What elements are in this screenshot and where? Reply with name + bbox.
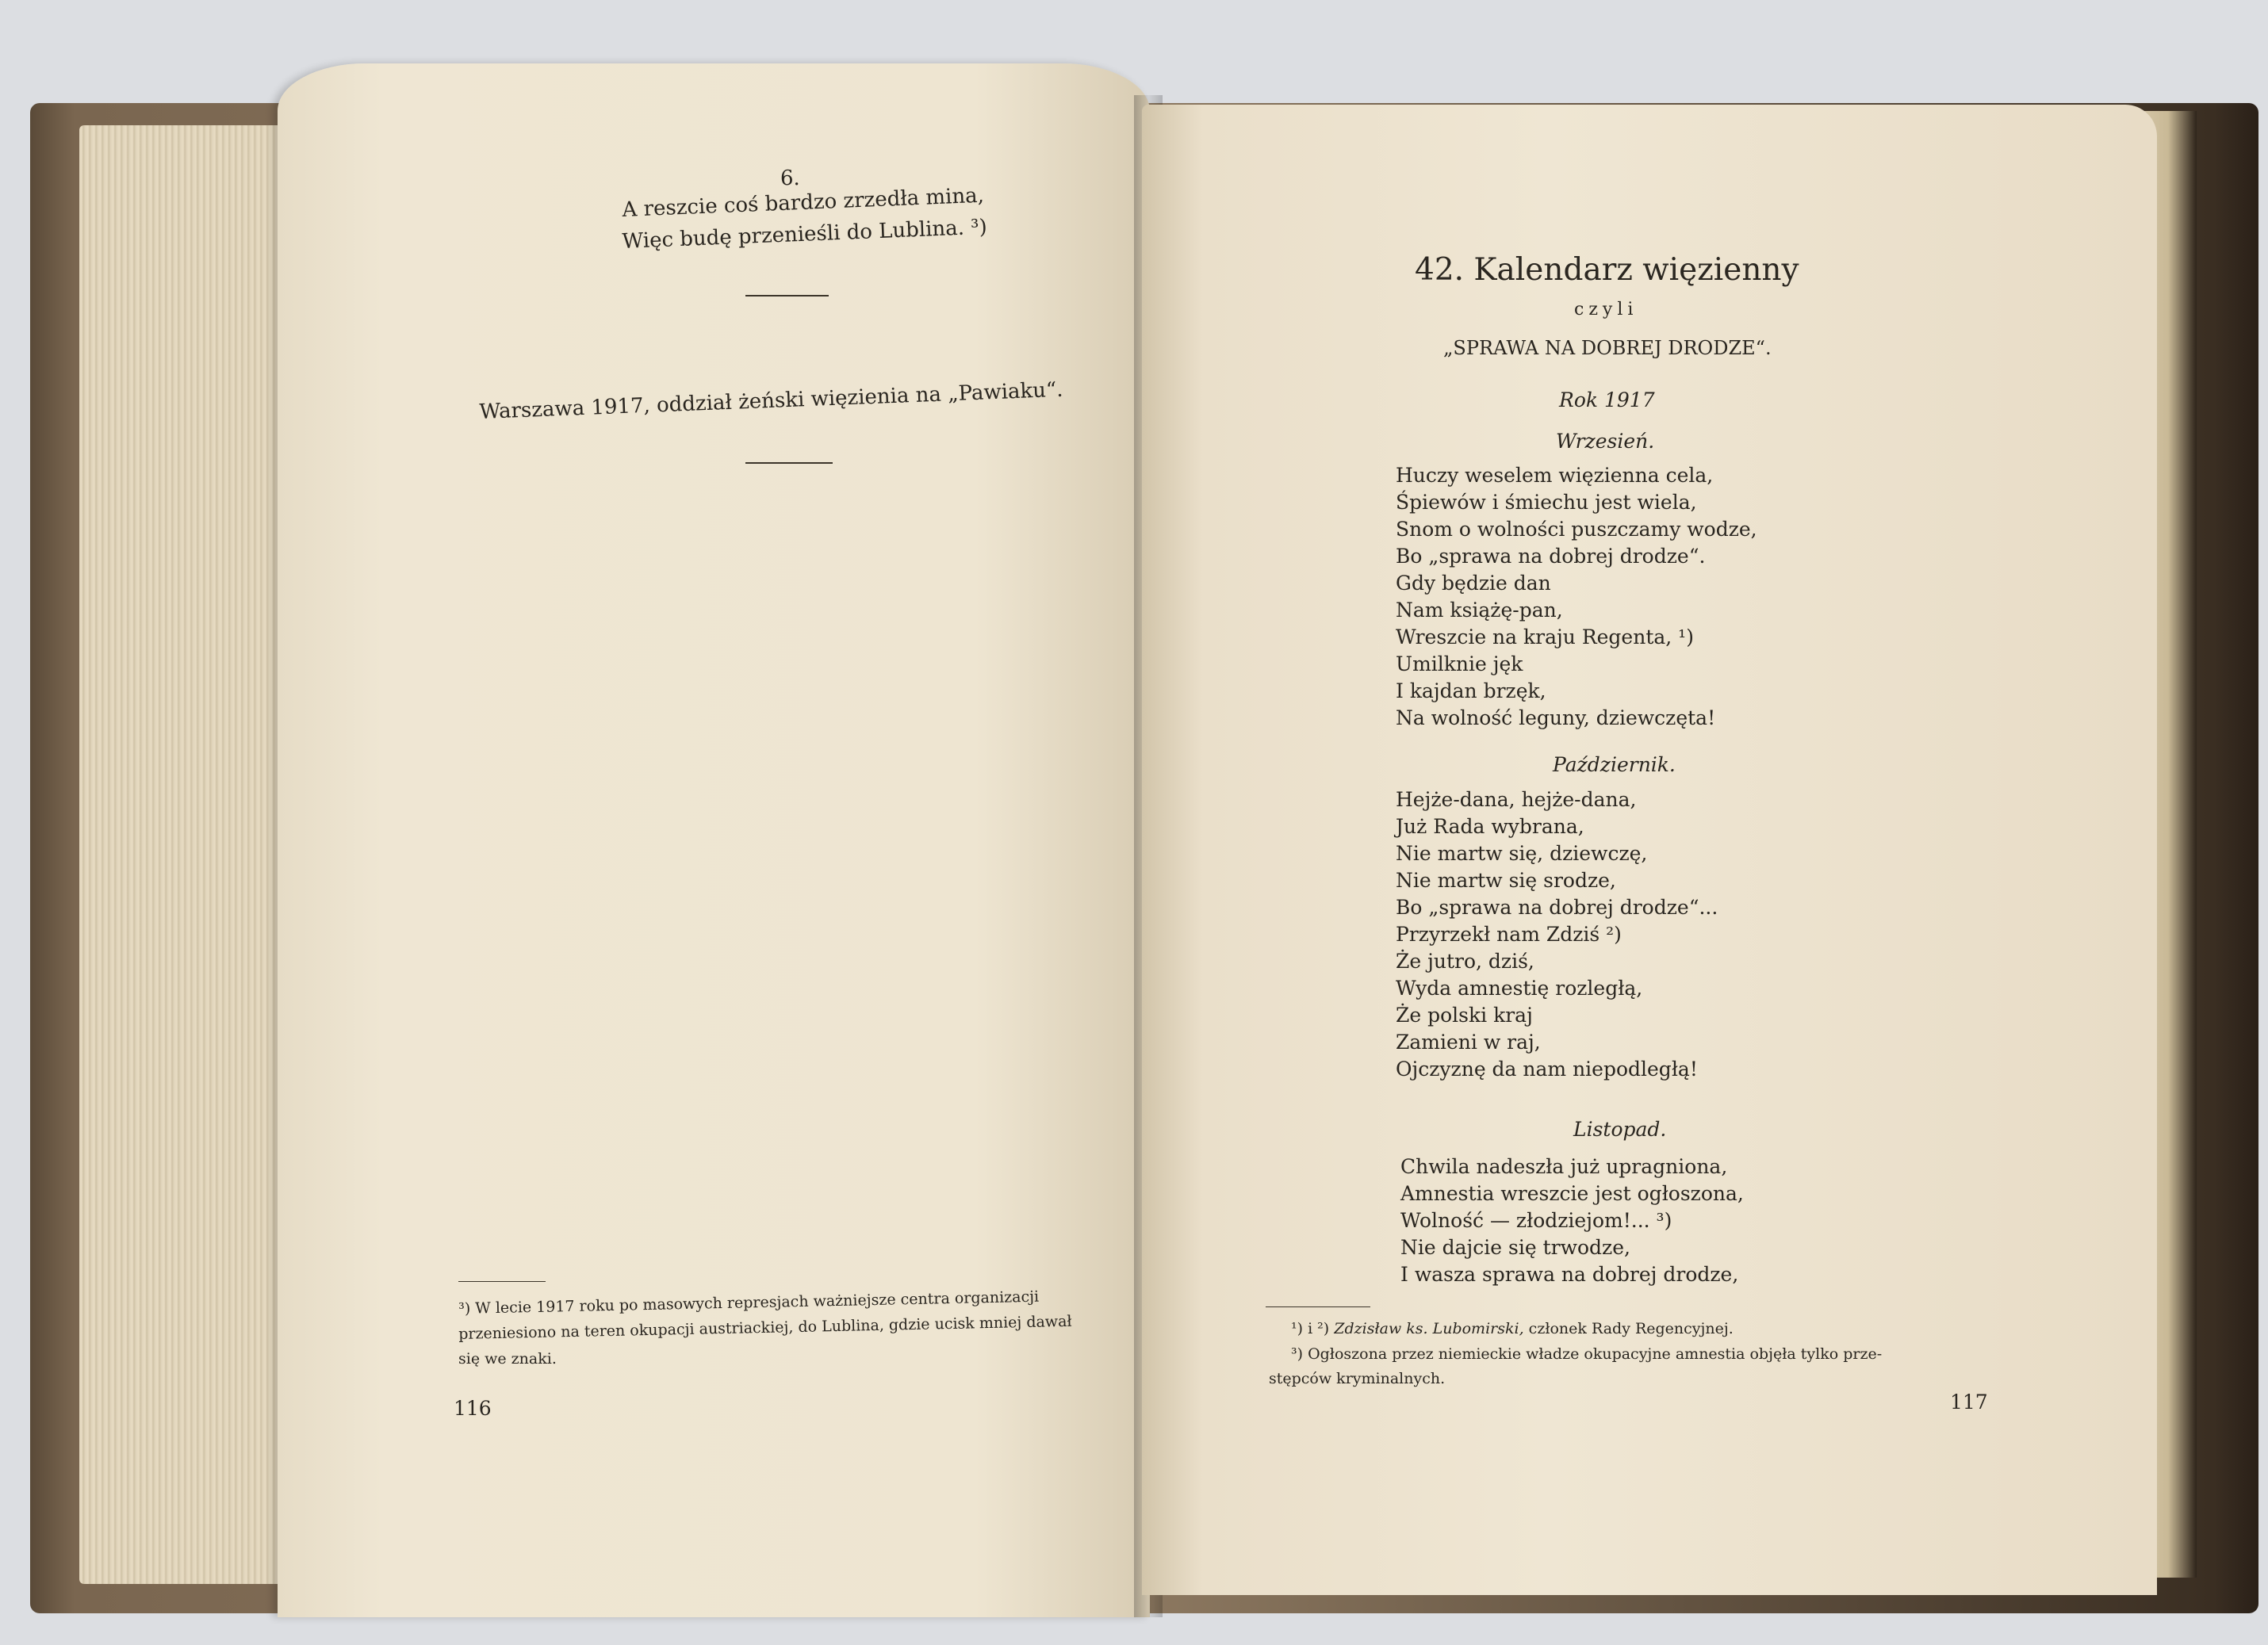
- month-heading: Listopad.: [1573, 1118, 1667, 1141]
- month-heading: Wrzesień.: [1556, 430, 1655, 453]
- left-page: [278, 63, 1150, 1617]
- year-heading: Rok 1917: [1559, 388, 1655, 411]
- verse-line: Hejże-dana, hejże-dana,: [1396, 788, 1637, 811]
- verse-line: Umilknie jęk: [1396, 652, 1523, 675]
- verse-block: [1400, 1153, 1744, 1288]
- verse-line: Już Rada wybrana,: [1396, 815, 1584, 838]
- stanza-line: A reszcie coś bardzo zrzedła mina,: [622, 183, 985, 222]
- verse-block: [1396, 462, 1757, 732]
- page-number: 116: [454, 1397, 492, 1420]
- verse-line: Gdy będzie dan: [1396, 572, 1551, 595]
- footnote-1-rest: członek Rady Regencyjnej.: [1528, 1320, 1734, 1337]
- verse-line: Przyrzekł nam Zdziś ²): [1396, 923, 1622, 946]
- chapter-title: 42. Kalendarz więzienny: [1415, 252, 1799, 288]
- verse-line: Zamieni w raj,: [1396, 1031, 1541, 1054]
- footnote-line: stępców kryminalnych.: [1269, 1370, 1446, 1387]
- chapter-subtitle-2: „SPRAWA NA DOBREJ DRODZE“.: [1443, 337, 1772, 359]
- verse-line: Huczy weselem więzienna cela,: [1396, 464, 1714, 487]
- verse-line: Śpiewów i śmiechu jest wiela,: [1396, 491, 1697, 514]
- verse-line: Bo „sprawa na dobrej drodze“...: [1396, 896, 1718, 919]
- verse-line: Chwila nadeszła już upragniona,: [1400, 1155, 1728, 1178]
- footnote-line: ³) W lecie 1917 roku po masowych represjach ważniejsze centra organizacji: [458, 1287, 1040, 1318]
- verse-line: Nie dajcie się trwodze,: [1400, 1236, 1630, 1259]
- footnote-line: przeniesiono na teren okupacji austriackiej, do Lublina, gdzie ucisk mniej dawał: [458, 1312, 1072, 1343]
- verse-line: Że polski kraj: [1396, 1004, 1533, 1027]
- verse-line: Na wolność leguny, dziewczęta!: [1396, 706, 1716, 729]
- place-note: Warszawa 1917, oddział żeński więzienia na „Pawiaku“.: [479, 377, 1064, 424]
- month-heading: Październik.: [1553, 753, 1676, 776]
- verse-line: I kajdan brzęk,: [1396, 679, 1546, 702]
- verse-block: [1396, 786, 1718, 1083]
- verse-line: Nam książę-pan,: [1396, 599, 1563, 622]
- chapter-subtitle: czyli: [1574, 300, 1638, 319]
- stanza-number: 6.: [780, 166, 800, 190]
- verse-line: Że jutro, dziś,: [1396, 950, 1534, 973]
- verse-line: Nie martw się srodze,: [1396, 869, 1616, 892]
- verse-line: Ojczyznę da nam niepodległą!: [1396, 1058, 1698, 1081]
- footnote-rule: [458, 1281, 546, 1282]
- verse-line: Wreszcie na kraju Regenta, ¹): [1396, 625, 1694, 648]
- verse-line: Bo „sprawa na dobrej drodze“.: [1396, 545, 1706, 568]
- footnote-1-prefix: ¹) i ²): [1291, 1320, 1330, 1337]
- divider: [745, 462, 833, 464]
- verse-line: Amnestia wreszcie jest ogłoszona,: [1400, 1182, 1744, 1205]
- verse-line: I wasza sprawa na dobrej drodze,: [1400, 1263, 1739, 1286]
- page-number: 117: [1950, 1391, 1988, 1414]
- verse-line: Wyda amnestię rozległą,: [1396, 977, 1643, 1000]
- verse-line: Nie martw się, dziewczę,: [1396, 842, 1648, 865]
- footnote-line: się we znaki.: [458, 1350, 557, 1368]
- footnote-line: ³) Ogłoszona przez niemieckie władze okupacyjne amnestia objęła tylko prze-: [1291, 1345, 1883, 1363]
- footnote-1-name: Zdzisław ks. Lubomirski,: [1334, 1320, 1524, 1337]
- footnote-1: [1291, 1320, 1734, 1337]
- stanza-line: Więc budę przenieśli do Lublina. ³): [622, 215, 988, 254]
- divider: [745, 295, 829, 296]
- verse-line: Snom o wolności puszczamy wodze,: [1396, 518, 1757, 541]
- verse-line: Wolność — złodziejom!... ³): [1400, 1209, 1672, 1232]
- footnote-rule: [1266, 1306, 1370, 1307]
